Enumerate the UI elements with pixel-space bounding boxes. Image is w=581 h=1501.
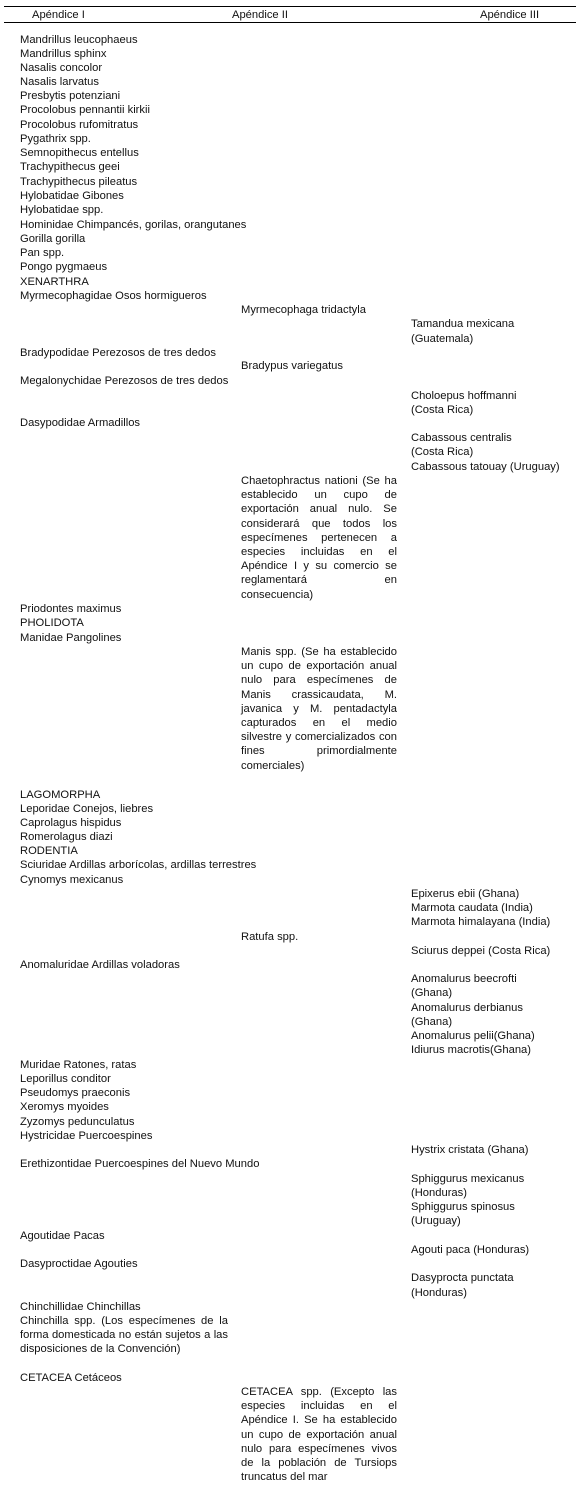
appendix-1-entry: Pseudomys praeconis xyxy=(20,1087,131,1099)
appendix-2-entry: Bradypus variegatus xyxy=(241,360,343,372)
appendix-2-entry: CETACEA spp. (Excepto las especies incluidas en el Apéndice I. Se ha establecido un cupo de exportación anual nulo para especímenes vivos de la población de Tursiops truncatus del mar xyxy=(241,1386,397,1484)
appendix-3-entry: Sciurus deppei (Costa Rica) xyxy=(411,945,551,957)
column-header-appendix-3: Apéndice III xyxy=(480,9,540,21)
appendix-1-entry: Trachypithecus pileatus xyxy=(20,176,138,188)
appendix-1-entry: Xeromys myoides xyxy=(20,1101,109,1113)
appendix-1-entry: RODENTIA xyxy=(20,845,78,857)
appendix-1-entry: Cynomys mexicanus xyxy=(20,874,124,886)
appendix-1-entry: Caprolagus hispidus xyxy=(20,817,122,829)
appendix-2-entry: Ratufa spp. xyxy=(241,931,299,943)
appendix-1-entry: Mandrillus leucophaeus xyxy=(20,34,138,46)
appendix-1-entry: Nasalis larvatus xyxy=(20,76,99,88)
appendix-3-entry: (Costa Rica) xyxy=(411,404,474,416)
appendix-1-entry: Gorilla gorilla xyxy=(20,233,86,245)
appendix-1-entry: PHOLIDOTA xyxy=(20,617,84,629)
appendix-1-entry: XENARTHRA xyxy=(20,276,89,288)
appendix-3-entry: (Uruguay) xyxy=(411,1215,461,1227)
appendix-1-entry: Hystricidae Puercoespines xyxy=(20,1130,153,1142)
appendix-1-entry: Sciuridae Ardillas arborícolas, ardillas terrestres xyxy=(20,859,257,871)
appendix-1-entry: Anomaluridae Ardillas voladoras xyxy=(20,959,180,971)
appendix-1-entry: Chinchillidae Chinchillas xyxy=(20,1301,141,1313)
appendix-1-entry: Megalonychidae Perezosos de tres dedos xyxy=(20,375,229,387)
appendix-1-entry: Dasypodidae Armadillos xyxy=(20,417,141,429)
appendix-1-entry: Dasyproctidae Agouties xyxy=(20,1258,138,1270)
appendix-3-entry: Anomalurus pelii(Ghana) xyxy=(411,1030,535,1042)
appendix-3-entry: Epixerus ebii (Ghana) xyxy=(411,888,520,900)
appendix-3-entry: Anomalurus derbianus xyxy=(411,1002,523,1014)
appendix-3-entry: Sphiggurus mexicanus xyxy=(411,1173,525,1185)
appendix-1-entry: Priodontes maximus xyxy=(20,603,122,615)
appendix-1-entry: Zyzomys pedunculatus xyxy=(20,1116,135,1128)
appendix-1-entry: Bradypodidae Perezosos de tres dedos xyxy=(20,347,216,359)
appendix-1-entry: Romerolagus diazi xyxy=(20,831,113,843)
appendix-3-entry: Dasyprocta punctata xyxy=(411,1272,514,1284)
appendix-1-entry: Leporillus conditor xyxy=(20,1073,111,1085)
appendix-1-entry: Erethizontidae Puercoespines del Nuevo Mundo xyxy=(20,1158,260,1170)
appendix-3-entry: (Honduras) xyxy=(411,1187,467,1199)
appendix-1-entry: Hylobatidae spp. xyxy=(20,204,104,216)
appendix-1-entry: Pongo pygmaeus xyxy=(20,261,108,273)
header-top-rule xyxy=(4,6,576,7)
appendix-1-entry: Manidae Pangolines xyxy=(20,632,122,644)
appendix-1-entry: Hylobatidae Gibones xyxy=(20,190,124,202)
appendix-3-entry: Sphiggurus spinosus xyxy=(411,1201,515,1213)
column-header-appendix-1: Apéndice I xyxy=(32,9,85,21)
appendix-1-entry: Chinchilla spp. (Los especímenes de la forma domesticada no están sujetos a las disposiciones de la Convención) xyxy=(20,1315,228,1356)
appendix-1-entry: Agoutidae Pacas xyxy=(20,1230,105,1242)
appendix-1-entry: Myrmecophagidae Osos hormigueros xyxy=(20,290,207,302)
appendix-3-entry: (Ghana) xyxy=(411,987,453,999)
appendix-2-entry: Manis spp. (Se ha establecido un cupo de exportación anual nulo para especímenes de Manis crassicaudata, M. javanica y M. pentadactyla capturados en el medio silvestre y comercializados con fines primordialmente comerciales) xyxy=(241,646,397,772)
appendix-3-entry: (Ghana) xyxy=(411,1016,453,1028)
appendix-1-entry: Nasalis concolor xyxy=(20,62,103,74)
appendix-1-entry: Pan spp. xyxy=(20,247,65,259)
appendix-3-entry: Anomalurus beecrofti xyxy=(411,973,517,985)
appendix-3-entry: (Costa Rica) xyxy=(411,446,474,458)
appendix-3-entry: Agouti paca (Honduras) xyxy=(411,1244,530,1256)
column-header-appendix-2: Apéndice II xyxy=(232,9,288,21)
appendix-1-entry: Presbytis potenziani xyxy=(20,90,121,102)
appendix-1-entry: Leporidae Conejos, liebres xyxy=(20,803,154,815)
appendix-1-entry: Pygathrix spp. xyxy=(20,133,91,145)
appendix-3-entry: (Guatemala) xyxy=(411,333,474,345)
appendix-3-entry: Cabassous centralis xyxy=(411,432,512,444)
appendix-3-entry: Idiurus macrotis(Ghana) xyxy=(411,1044,531,1056)
appendix-2-entry: Myrmecophaga tridactyla xyxy=(241,304,366,316)
appendix-1-entry: Procolobus rufomitratus xyxy=(20,119,139,131)
appendix-3-entry: Cabassous tatouay (Uruguay) xyxy=(411,461,560,473)
appendix-3-entry: Marmota caudata (India) xyxy=(411,902,533,914)
appendix-1-entry: Trachypithecus geei xyxy=(20,161,120,173)
appendix-1-entry: LAGOMORPHA xyxy=(20,789,101,801)
appendix-1-entry: Hominidae Chimpancés, gorilas, orangutanes xyxy=(20,219,247,231)
appendix-3-entry: Choloepus hoffmanni xyxy=(411,390,517,402)
appendix-3-entry: Hystrix cristata (Ghana) xyxy=(411,1144,529,1156)
appendix-3-entry: (Honduras) xyxy=(411,1287,467,1299)
appendix-1-entry: Procolobus pennantii kirkii xyxy=(20,104,150,116)
appendix-2-entry: Chaetophractus nationi (Se ha establecido un cupo de exportación anual nulo. Se considerará que todos los especímenes pertenecen a especies incluidas en el Apéndice I y su comercio se reglamentará en consecuencia) xyxy=(241,475,397,601)
appendix-3-entry: Marmota himalayana (India) xyxy=(411,916,551,928)
appendix-1-entry: Semnopithecus entellus xyxy=(20,147,139,159)
appendix-1-entry: Muridae Ratones, ratas xyxy=(20,1059,137,1071)
appendix-1-entry: CETACEA Cetáceos xyxy=(20,1372,122,1384)
appendix-1-entry: Mandrillus sphinx xyxy=(20,48,107,60)
appendix-3-entry: Tamandua mexicana xyxy=(411,318,515,330)
